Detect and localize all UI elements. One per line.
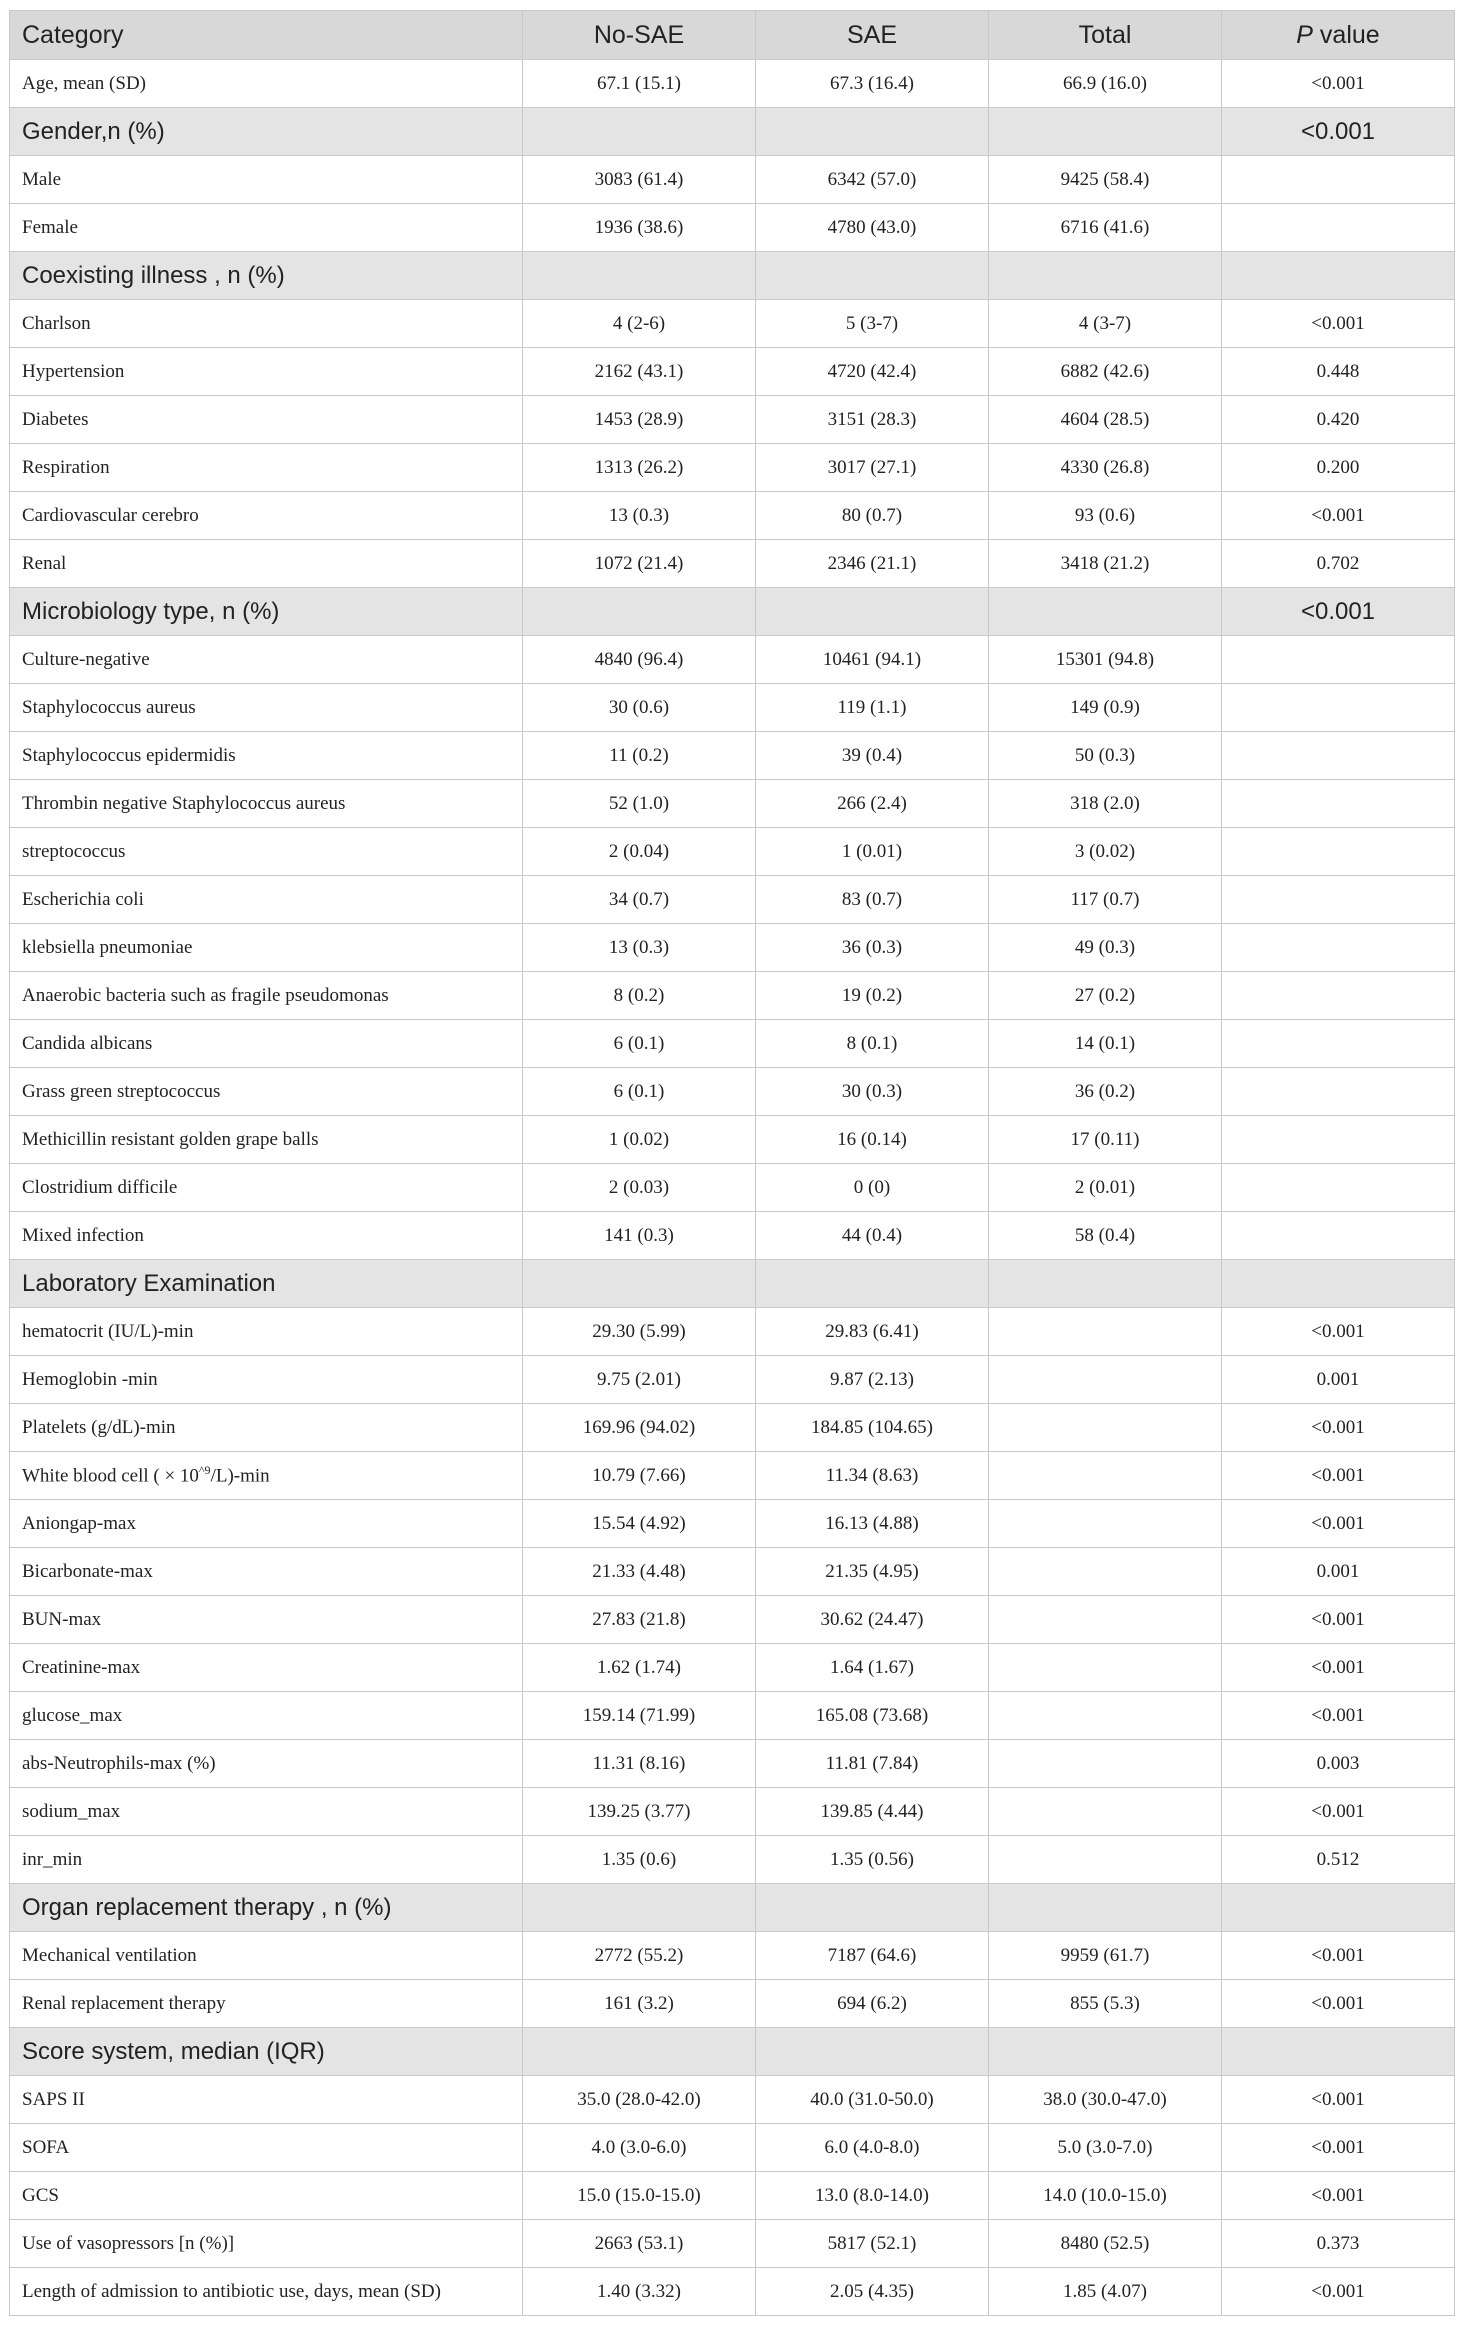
table-row [10, 1788, 1455, 1836]
sae-cell: 1.35 (0.56) [756, 1836, 989, 1884]
row-label-cell: Platelets (g/dL)-min [10, 1404, 523, 1452]
table-row [10, 1596, 1455, 1644]
p-value-cell [1222, 828, 1455, 876]
sae-cell: 3151 (28.3) [756, 396, 989, 444]
no-sae-cell: 1.62 (1.74) [523, 1644, 756, 1692]
row-label-cell: SOFA [10, 2124, 523, 2172]
table-row [10, 396, 1455, 444]
row-label-cell: Creatinine-max [10, 1644, 523, 1692]
total-cell: 36 (0.2) [989, 1068, 1222, 1116]
section-label-cell: Gender,n (%) [10, 108, 523, 156]
sae-cell: 3017 (27.1) [756, 444, 989, 492]
row-label-cell: Hypertension [10, 348, 523, 396]
no-sae-cell: 1.35 (0.6) [523, 1836, 756, 1884]
no-sae-cell: 11.31 (8.16) [523, 1740, 756, 1788]
p-value-cell: 0.001 [1222, 1548, 1455, 1596]
total-cell: 5.0 (3.0-7.0) [989, 2124, 1222, 2172]
p-value-cell: <0.001 [1222, 1404, 1455, 1452]
no-sae-cell: 2663 (53.1) [523, 2220, 756, 2268]
no-sae-cell: 169.96 (94.02) [523, 1404, 756, 1452]
p-value-cell [1222, 252, 1455, 300]
total-cell: 17 (0.11) [989, 1116, 1222, 1164]
total-cell [989, 588, 1222, 636]
sae-cell [756, 1884, 989, 1932]
p-value-cell: <0.001 [1222, 1500, 1455, 1548]
row-label-cell: Use of vasopressors [n (%)] [10, 2220, 523, 2268]
row-label-cell: Candida albicans [10, 1020, 523, 1068]
table-row [10, 2076, 1455, 2124]
sae-cell: 39 (0.4) [756, 732, 989, 780]
total-cell: 117 (0.7) [989, 876, 1222, 924]
row-label-cell: White blood cell ( × $10^{\^{}9}/L)-\min$ [10, 1452, 523, 1500]
p-value-cell: <0.001 [1222, 300, 1455, 348]
sae-cell: 6342 (57.0) [756, 156, 989, 204]
row-label-cell: Hemoglobin -min [10, 1356, 523, 1404]
table-row [10, 204, 1455, 252]
p-value-cell [1222, 732, 1455, 780]
total-cell [989, 108, 1222, 156]
no-sae-cell: 2772 (55.2) [523, 1932, 756, 1980]
p-value-cell: <0.001 [1222, 1308, 1455, 1356]
p-value-cell [1222, 972, 1455, 1020]
header-row [10, 11, 1455, 60]
table-row [10, 1980, 1455, 2028]
total-cell: 1.85 (4.07) [989, 2268, 1222, 2316]
total-cell: 66.9 (16.0) [989, 60, 1222, 108]
row-label-cell: Staphylococcus aureus [10, 684, 523, 732]
row-label-cell: Charlson [10, 300, 523, 348]
row-label-cell: Culture-negative [10, 636, 523, 684]
p-value-cell: <0.001 [1222, 1692, 1455, 1740]
row-label-cell: Staphylococcus epidermidis [10, 732, 523, 780]
sae-cell: 44 (0.4) [756, 1212, 989, 1260]
total-cell: 58 (0.4) [989, 1212, 1222, 1260]
p-value-cell [1222, 684, 1455, 732]
table-row [10, 492, 1455, 540]
total-cell: 14 (0.1) [989, 1020, 1222, 1068]
total-cell: 3418 (21.2) [989, 540, 1222, 588]
table-row [10, 348, 1455, 396]
no-sae-cell: 34 (0.7) [523, 876, 756, 924]
p-value-cell: <0.001 [1222, 1452, 1455, 1500]
no-sae-cell: 3083 (61.4) [523, 156, 756, 204]
row-label-cell: Length of admission to antibiotic use, days, mean (SD) [10, 2268, 523, 2316]
table-row [10, 924, 1455, 972]
row-label-cell: Renal [10, 540, 523, 588]
table-row [10, 828, 1455, 876]
header-p-value [1222, 11, 1455, 60]
total-cell [989, 1596, 1222, 1644]
row-label-cell: Diabetes [10, 396, 523, 444]
table-row [10, 2172, 1455, 2220]
no-sae-cell: 1.40 (3.32) [523, 2268, 756, 2316]
p-value-cell: 0.003 [1222, 1740, 1455, 1788]
total-cell: 149 (0.9) [989, 684, 1222, 732]
total-cell: 8480 (52.5) [989, 2220, 1222, 2268]
no-sae-cell: 52 (1.0) [523, 780, 756, 828]
row-label-cell: Female [10, 204, 523, 252]
no-sae-cell: 1453 (28.9) [523, 396, 756, 444]
no-sae-cell: 2162 (43.1) [523, 348, 756, 396]
section-label-cell: Score system, median (IQR) [10, 2028, 523, 2076]
header-total: Total [989, 11, 1222, 60]
table-row [10, 684, 1455, 732]
total-cell: 50 (0.3) [989, 732, 1222, 780]
no-sae-cell [523, 1884, 756, 1932]
table-row [10, 1692, 1455, 1740]
p-value-cell [1222, 1068, 1455, 1116]
no-sae-cell: 35.0 (28.0-42.0) [523, 2076, 756, 2124]
sae-cell: 80 (0.7) [756, 492, 989, 540]
p-value-cell: 0.512 [1222, 1836, 1455, 1884]
row-label-cell: SAPS II [10, 2076, 523, 2124]
sae-cell [756, 108, 989, 156]
no-sae-cell: 30 (0.6) [523, 684, 756, 732]
row-label-cell: Anaerobic bacteria such as fragile pseudomonas [10, 972, 523, 1020]
p-value-cell [1222, 876, 1455, 924]
section-label-cell: Coexisting illness , n (%) [10, 252, 523, 300]
p-value-italic-p: P [1296, 20, 1313, 49]
p-value-cell: <0.001 [1222, 2076, 1455, 2124]
no-sae-cell: 1936 (38.6) [523, 204, 756, 252]
table-row [10, 444, 1455, 492]
sae-cell: 1.64 (1.67) [756, 1644, 989, 1692]
sae-cell: 40.0 (31.0-50.0) [756, 2076, 989, 2124]
sae-cell: 11.34 (8.63) [756, 1452, 989, 1500]
no-sae-cell: 2 (0.04) [523, 828, 756, 876]
no-sae-cell [523, 252, 756, 300]
p-value-cell: <0.001 [1222, 1980, 1455, 2028]
total-cell [989, 1356, 1222, 1404]
total-cell: 49 (0.3) [989, 924, 1222, 972]
no-sae-cell: 2 (0.03) [523, 1164, 756, 1212]
no-sae-cell [523, 2028, 756, 2076]
p-value-cell: <0.001 [1222, 1932, 1455, 1980]
row-label-cell: Mechanical ventilation [10, 1932, 523, 1980]
p-value-cell: <0.001 [1222, 2172, 1455, 2220]
row-label-cell: hematocrit (IU/L)-min [10, 1308, 523, 1356]
table-row [10, 540, 1455, 588]
table-row [10, 1068, 1455, 1116]
p-value-cell: 0.200 [1222, 444, 1455, 492]
p-value-cell [1222, 780, 1455, 828]
no-sae-cell: 141 (0.3) [523, 1212, 756, 1260]
no-sae-cell: 11 (0.2) [523, 732, 756, 780]
row-label-cell: Cardiovascular cerebro [10, 492, 523, 540]
sae-cell: 6.0 (4.0-8.0) [756, 2124, 989, 2172]
total-cell: 6882 (42.6) [989, 348, 1222, 396]
table-header [10, 11, 1455, 60]
no-sae-cell: 4840 (96.4) [523, 636, 756, 684]
no-sae-cell: 1 (0.02) [523, 1116, 756, 1164]
table-row [10, 2220, 1455, 2268]
table-row [10, 1932, 1455, 1980]
table-row [10, 1548, 1455, 1596]
section-row [10, 1884, 1455, 1932]
p-value-cell [1222, 1164, 1455, 1212]
section-label-cell: Laboratory Examination [10, 1260, 523, 1308]
header-sae: SAE [756, 11, 989, 60]
no-sae-cell: 10.79 (7.66) [523, 1452, 756, 1500]
sae-cell [756, 588, 989, 636]
sae-cell: 4780 (43.0) [756, 204, 989, 252]
table-row [10, 876, 1455, 924]
total-cell [989, 1500, 1222, 1548]
no-sae-cell: 1313 (26.2) [523, 444, 756, 492]
row-label-cell: abs-Neutrophils-max (%) [10, 1740, 523, 1788]
sae-cell: 7187 (64.6) [756, 1932, 989, 1980]
row-label-cell: Grass green streptococcus [10, 1068, 523, 1116]
sae-cell: 5817 (52.1) [756, 2220, 989, 2268]
total-cell: 15301 (94.8) [989, 636, 1222, 684]
section-label-cell: Microbiology type, n (%) [10, 588, 523, 636]
total-cell [989, 1452, 1222, 1500]
sae-cell: 5 (3-7) [756, 300, 989, 348]
table-row [10, 300, 1455, 348]
row-label-cell: glucose_max [10, 1692, 523, 1740]
baseline-characteristics-table [9, 10, 1455, 2316]
sae-cell: 16 (0.14) [756, 1116, 989, 1164]
row-label-cell: Methicillin resistant golden grape balls [10, 1116, 523, 1164]
sae-cell: 16.13 (4.88) [756, 1500, 989, 1548]
p-value-cell [1222, 204, 1455, 252]
table-body [10, 60, 1455, 2316]
sae-cell: 4720 (42.4) [756, 348, 989, 396]
no-sae-cell: 13 (0.3) [523, 924, 756, 972]
section-row [10, 588, 1455, 636]
p-value-cell: 0.702 [1222, 540, 1455, 588]
no-sae-cell [523, 1260, 756, 1308]
row-label-cell: GCS [10, 2172, 523, 2220]
no-sae-cell: 67.1 (15.1) [523, 60, 756, 108]
p-value-cell: 0.001 [1222, 1356, 1455, 1404]
no-sae-cell: 29.30 (5.99) [523, 1308, 756, 1356]
no-sae-cell: 159.14 (71.99) [523, 1692, 756, 1740]
total-cell: 2 (0.01) [989, 1164, 1222, 1212]
total-cell: 93 (0.6) [989, 492, 1222, 540]
row-label-cell: klebsiella pneumoniae [10, 924, 523, 972]
no-sae-cell: 9.75 (2.01) [523, 1356, 756, 1404]
total-cell: 14.0 (10.0-15.0) [989, 2172, 1222, 2220]
table-row [10, 780, 1455, 828]
no-sae-cell: 161 (3.2) [523, 1980, 756, 2028]
section-row [10, 108, 1455, 156]
table-row [10, 1644, 1455, 1692]
sae-cell: 30.62 (24.47) [756, 1596, 989, 1644]
no-sae-cell: 1072 (21.4) [523, 540, 756, 588]
table-row [10, 2268, 1455, 2316]
p-value-cell: 0.420 [1222, 396, 1455, 444]
sae-cell: 30 (0.3) [756, 1068, 989, 1116]
total-cell: 9959 (61.7) [989, 1932, 1222, 1980]
no-sae-cell: 4 (2-6) [523, 300, 756, 348]
section-label-cell: Organ replacement therapy , n (%) [10, 1884, 523, 1932]
row-label-cell: Thrombin negative Staphylococcus aureus [10, 780, 523, 828]
p-value-cell: <0.001 [1222, 1644, 1455, 1692]
total-cell [989, 2028, 1222, 2076]
table-row [10, 636, 1455, 684]
no-sae-cell: 15.54 (4.92) [523, 1500, 756, 1548]
section-row [10, 1260, 1455, 1308]
sae-cell: 184.85 (104.65) [756, 1404, 989, 1452]
no-sae-cell: 13 (0.3) [523, 492, 756, 540]
total-cell [989, 252, 1222, 300]
total-cell [989, 1788, 1222, 1836]
table-row [10, 732, 1455, 780]
total-cell [989, 1884, 1222, 1932]
section-row [10, 2028, 1455, 2076]
sae-cell [756, 1260, 989, 1308]
total-cell: 3 (0.02) [989, 828, 1222, 876]
total-cell: 318 (2.0) [989, 780, 1222, 828]
row-label-cell: Mixed infection [10, 1212, 523, 1260]
sae-cell: 29.83 (6.41) [756, 1308, 989, 1356]
table-row [10, 1404, 1455, 1452]
table-row [10, 972, 1455, 1020]
row-label-cell: Age, mean (SD) [10, 60, 523, 108]
row-label-cell: Bicarbonate-max [10, 1548, 523, 1596]
p-value-cell: 0.373 [1222, 2220, 1455, 2268]
sae-cell: 119 (1.1) [756, 684, 989, 732]
total-cell [989, 1740, 1222, 1788]
total-cell [989, 1308, 1222, 1356]
total-cell: 4 (3-7) [989, 300, 1222, 348]
total-cell [989, 1644, 1222, 1692]
sae-cell: 266 (2.4) [756, 780, 989, 828]
total-cell [989, 1260, 1222, 1308]
table-row [10, 2124, 1455, 2172]
sae-cell [756, 252, 989, 300]
p-value-cell: 0.448 [1222, 348, 1455, 396]
sae-cell: 83 (0.7) [756, 876, 989, 924]
sae-cell: 11.81 (7.84) [756, 1740, 989, 1788]
sae-cell: 9.87 (2.13) [756, 1356, 989, 1404]
p-value-cell [1222, 1116, 1455, 1164]
sae-cell: 10461 (94.1) [756, 636, 989, 684]
total-cell: 4330 (26.8) [989, 444, 1222, 492]
sae-cell: 2346 (21.1) [756, 540, 989, 588]
header-no-sae: No-SAE [523, 11, 756, 60]
header-category: Category [10, 11, 523, 60]
table-row [10, 1116, 1455, 1164]
row-label-cell: Escherichia coli [10, 876, 523, 924]
total-cell: 6716 (41.6) [989, 204, 1222, 252]
p-value-cell: <0.001 [1222, 108, 1455, 156]
sae-cell: 13.0 (8.0-14.0) [756, 2172, 989, 2220]
total-cell: 27 (0.2) [989, 972, 1222, 1020]
p-value-cell [1222, 924, 1455, 972]
p-value-cell [1222, 1884, 1455, 1932]
p-value-cell: <0.001 [1222, 1596, 1455, 1644]
sae-cell: 139.85 (4.44) [756, 1788, 989, 1836]
table-row [10, 1452, 1455, 1500]
p-value-cell [1222, 1260, 1455, 1308]
table-row [10, 1836, 1455, 1884]
total-cell: 9425 (58.4) [989, 156, 1222, 204]
p-value-cell [1222, 156, 1455, 204]
total-cell [989, 1692, 1222, 1740]
sae-cell: 19 (0.2) [756, 972, 989, 1020]
no-sae-cell: 139.25 (3.77) [523, 1788, 756, 1836]
no-sae-cell [523, 108, 756, 156]
no-sae-cell: 4.0 (3.0-6.0) [523, 2124, 756, 2172]
sae-cell: 36 (0.3) [756, 924, 989, 972]
total-cell [989, 1404, 1222, 1452]
no-sae-cell: 15.0 (15.0-15.0) [523, 2172, 756, 2220]
sae-cell: 165.08 (73.68) [756, 1692, 989, 1740]
row-label-cell: streptococcus [10, 828, 523, 876]
total-cell [989, 1548, 1222, 1596]
sae-cell: 0 (0) [756, 1164, 989, 1212]
p-value-cell [1222, 1020, 1455, 1068]
sae-cell: 2.05 (4.35) [756, 2268, 989, 2316]
no-sae-cell: 27.83 (21.8) [523, 1596, 756, 1644]
table-row [10, 60, 1455, 108]
p-value-cell: <0.001 [1222, 588, 1455, 636]
no-sae-cell: 8 (0.2) [523, 972, 756, 1020]
row-label-cell: Aniongap-max [10, 1500, 523, 1548]
no-sae-cell [523, 588, 756, 636]
sae-cell: 8 (0.1) [756, 1020, 989, 1068]
total-cell: 4604 (28.5) [989, 396, 1222, 444]
total-cell: 855 (5.3) [989, 1980, 1222, 2028]
row-label-cell: Clostridium difficile [10, 1164, 523, 1212]
p-value-cell [1222, 2028, 1455, 2076]
p-value-cell: <0.001 [1222, 2124, 1455, 2172]
no-sae-cell: 6 (0.1) [523, 1020, 756, 1068]
p-value-cell: <0.001 [1222, 492, 1455, 540]
total-cell: 38.0 (30.0-47.0) [989, 2076, 1222, 2124]
p-value-cell: <0.001 [1222, 1788, 1455, 1836]
row-label-cell: BUN-max [10, 1596, 523, 1644]
sae-cell: 1 (0.01) [756, 828, 989, 876]
row-label-cell: Male [10, 156, 523, 204]
sae-cell [756, 2028, 989, 2076]
p-value-cell: <0.001 [1222, 60, 1455, 108]
table-row [10, 156, 1455, 204]
total-cell [989, 1836, 1222, 1884]
p-value-label-rest: value [1312, 20, 1380, 49]
row-label-cell: inr_min [10, 1836, 523, 1884]
p-value-cell [1222, 636, 1455, 684]
row-label-cell: Respiration [10, 444, 523, 492]
table-row [10, 1308, 1455, 1356]
sae-cell: 694 (6.2) [756, 1980, 989, 2028]
table-row [10, 1740, 1455, 1788]
table-row [10, 1500, 1455, 1548]
table-row [10, 1212, 1455, 1260]
p-value-cell: <0.001 [1222, 2268, 1455, 2316]
sae-cell: 67.3 (16.4) [756, 60, 989, 108]
p-value-cell [1222, 1212, 1455, 1260]
sae-cell: 21.35 (4.95) [756, 1548, 989, 1596]
row-label-cell: Renal replacement therapy [10, 1980, 523, 2028]
section-row [10, 252, 1455, 300]
row-label-cell: sodium_max [10, 1788, 523, 1836]
no-sae-cell: 6 (0.1) [523, 1068, 756, 1116]
table-row [10, 1356, 1455, 1404]
no-sae-cell: 21.33 (4.48) [523, 1548, 756, 1596]
table-row [10, 1164, 1455, 1212]
table-row [10, 1020, 1455, 1068]
